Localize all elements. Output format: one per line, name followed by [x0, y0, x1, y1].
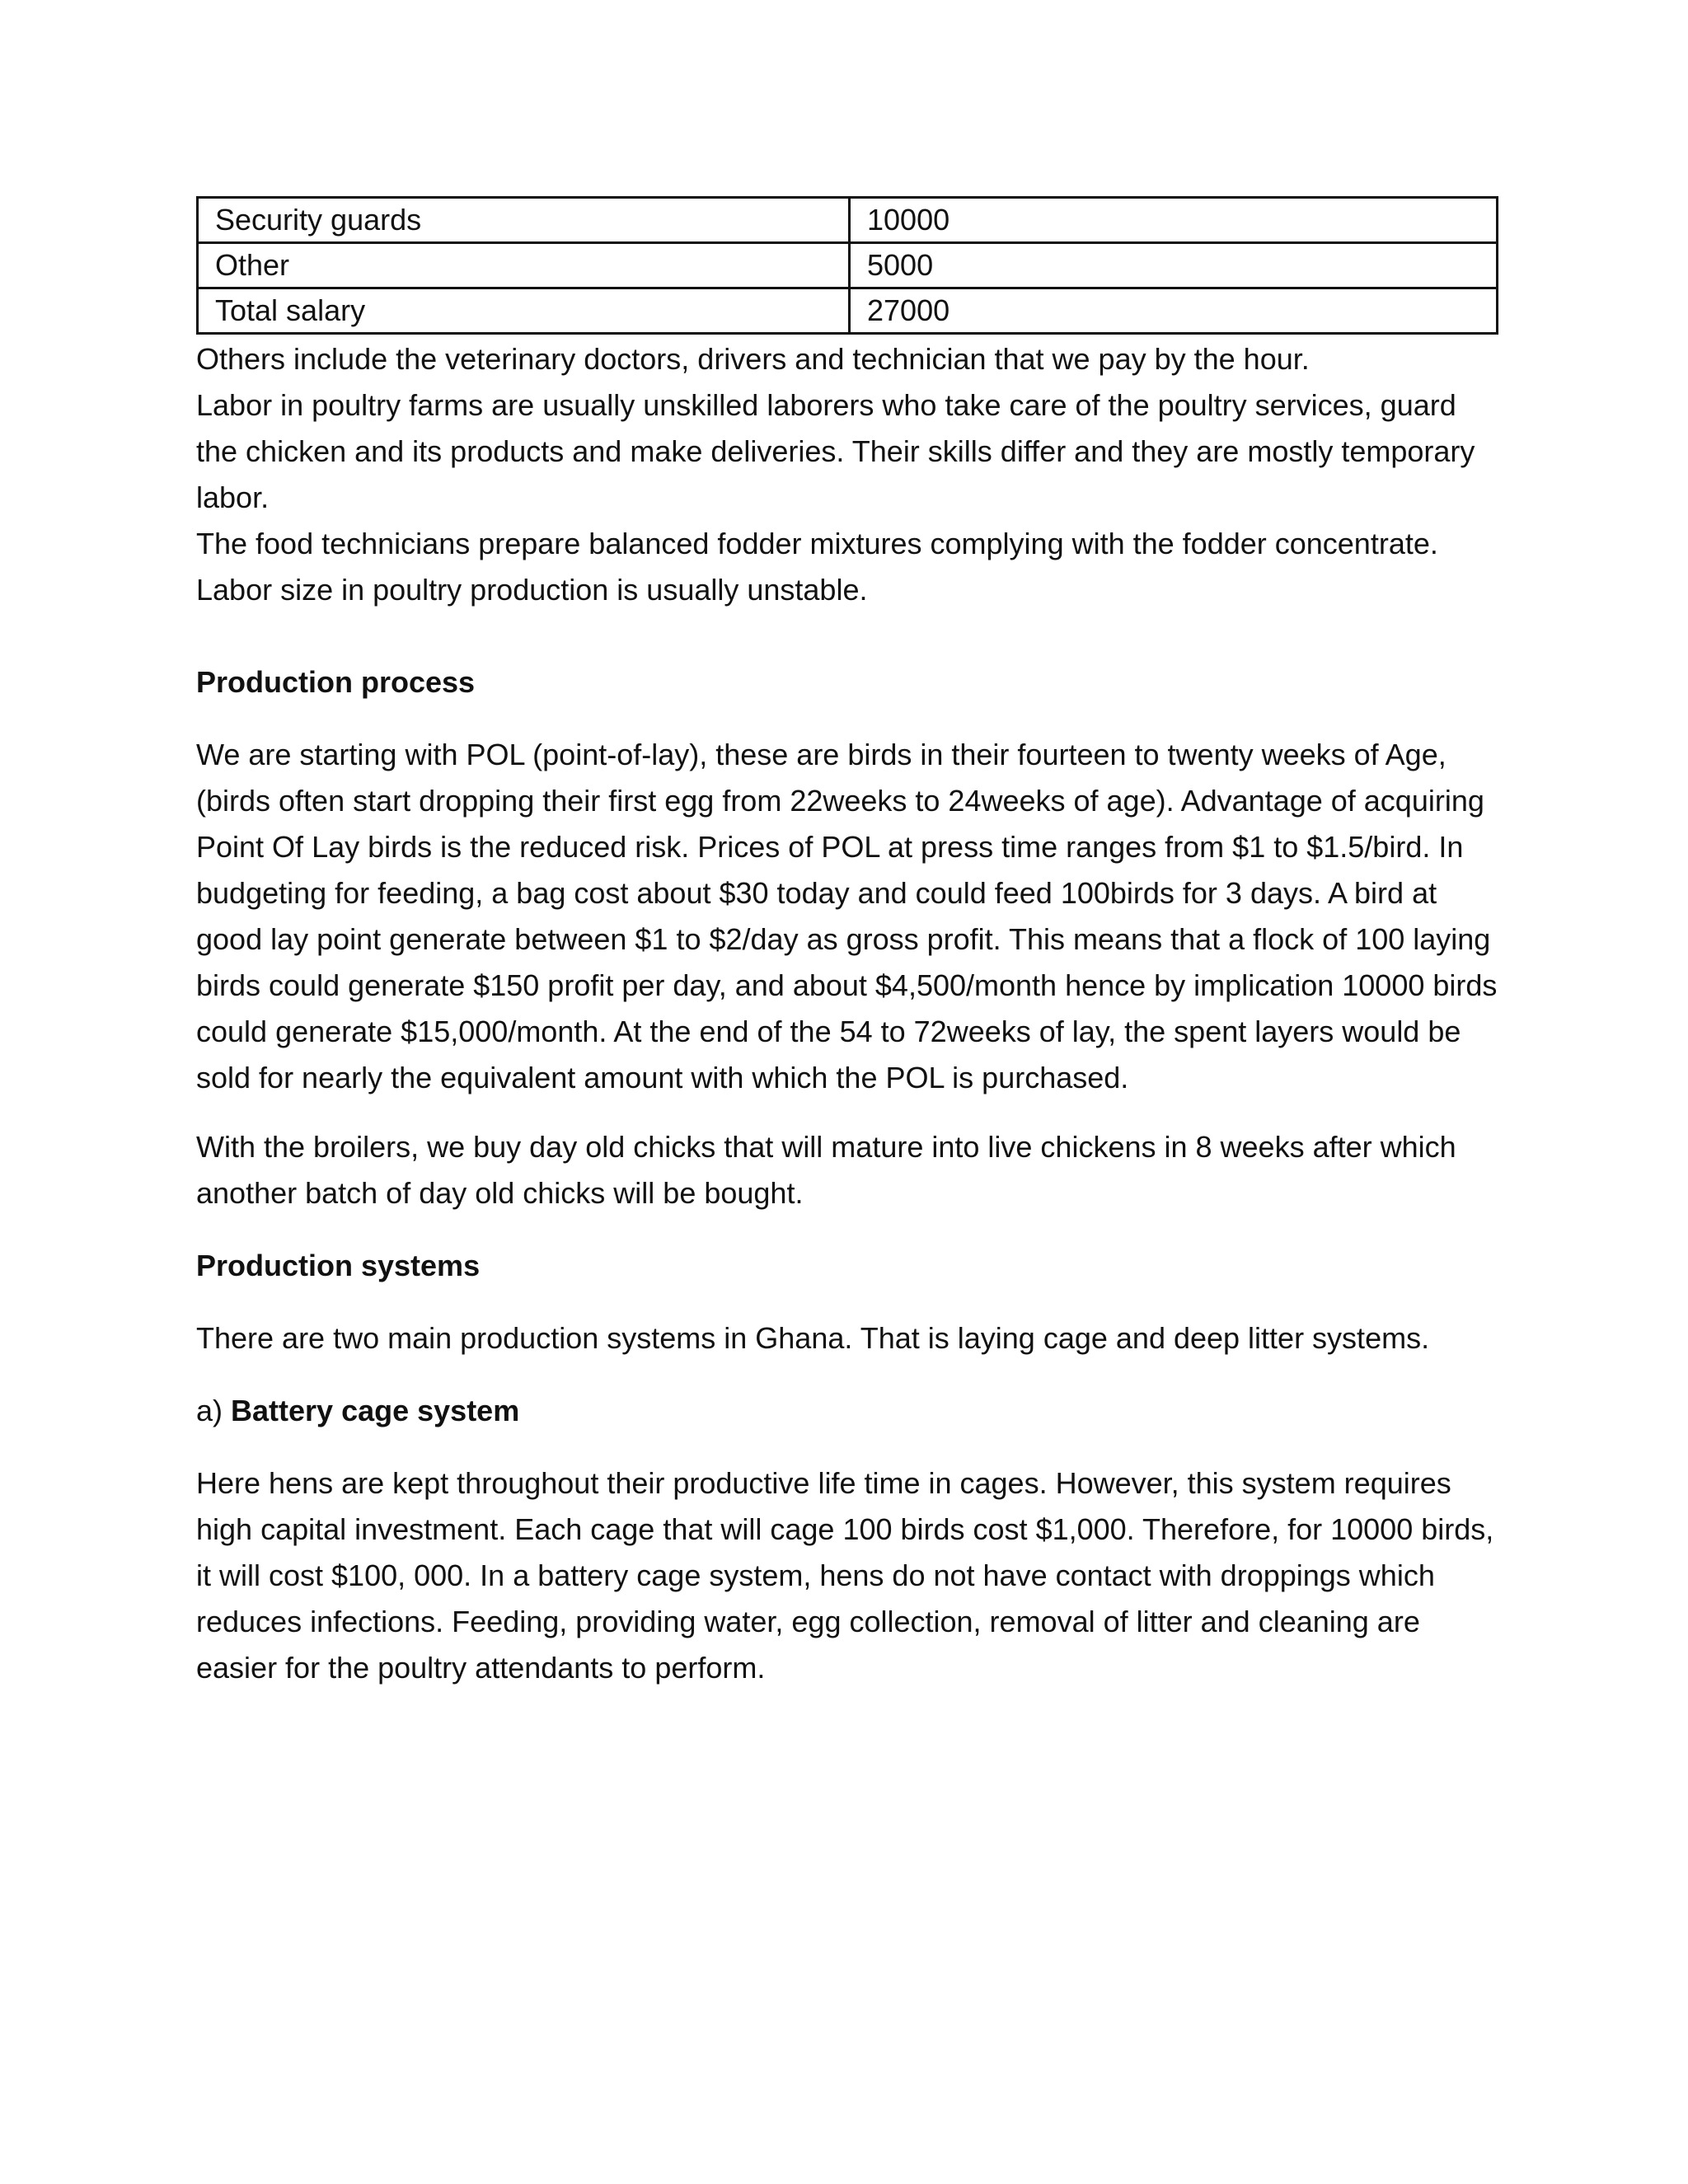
production-systems-intro: There are two main production systems in Ghana. That is laying cage and deep litter systems. — [196, 1321, 1430, 1355]
table-row — [198, 243, 1498, 288]
table-cell-value: 5000 — [850, 243, 1498, 288]
production-process-heading: Production process — [196, 665, 476, 699]
subheading-prefix: a) — [196, 1394, 232, 1427]
production-systems-heading: Production systems — [196, 1249, 481, 1282]
table-cell-value: 27000 — [850, 288, 1498, 334]
subheading-title: Battery cage system — [231, 1394, 520, 1427]
document-page — [196, 196, 1498, 1691]
table-row — [198, 288, 1498, 334]
battery-cage-paragraph: Here hens are kept throughout their productive life time in cages. However, this system requires high capital investment. Each cage that will cage 100 birds cost $1,000. Therefore, for 10000 birds, it will cost $100, 000. In a battery cage system, hens do not have contact with droppings which reduces infections. Feeding, providing water, egg collection, removal of litter and cleaning are easier for the poultry attendants to perform. — [196, 1466, 1494, 1685]
labor-size-paragraph: Labor size in poultry production is usually unstable. — [196, 573, 868, 607]
table-cell-label: Other — [198, 243, 850, 288]
labor-description: Labor in poultry farms are usually unskilled laborers who take care of the poultry services, guard the chicken and its products and make deliveries. Their skills differ and they are mostly temporary labor. — [196, 388, 1475, 514]
food-technicians-paragraph: The food technicians prepare balanced fodder mixtures complying with the fodder concentrate. — [196, 527, 1438, 560]
table-cell-label: Total salary — [198, 288, 850, 334]
table-row — [198, 198, 1498, 243]
table-cell-label: Security guards — [198, 198, 850, 243]
battery-cage-subheading — [196, 1388, 1498, 1434]
broilers-paragraph: With the broilers, we buy day old chicks that will mature into live chickens in 8 weeks after which another batch of day old chicks will be bought. — [196, 1130, 1456, 1210]
production-process-paragraph: We are starting with POL (point-of-lay), these are birds in their fourteen to twenty weeks of Age,(birds often start dropping their first egg from 22weeks to 24weeks of age). Advantage of acquiring Point Of Lay birds is the reduced risk. Prices of POL at press time ranges from $1 to $1.5/bird. In budgeting for feeding, a bag cost about $30 today and could feed 100birds for 3 days. A bird at good lay point generate between $1 to $2/day as gross profit. This means that a flock of 100 laying birds could generate $150 profit per day, and about $4,500/month hence by implication 10000 birds could generate $15,000/month. At the end of the 54 to 72weeks of lay, the spent layers would be sold for nearly the equivalent amount with which the POL is purchased. — [196, 738, 1498, 1094]
salary-table — [196, 196, 1498, 335]
table-cell-value: 10000 — [850, 198, 1498, 243]
others-note: Others include the veterinary doctors, drivers and technician that we pay by the hour. — [196, 342, 1310, 376]
